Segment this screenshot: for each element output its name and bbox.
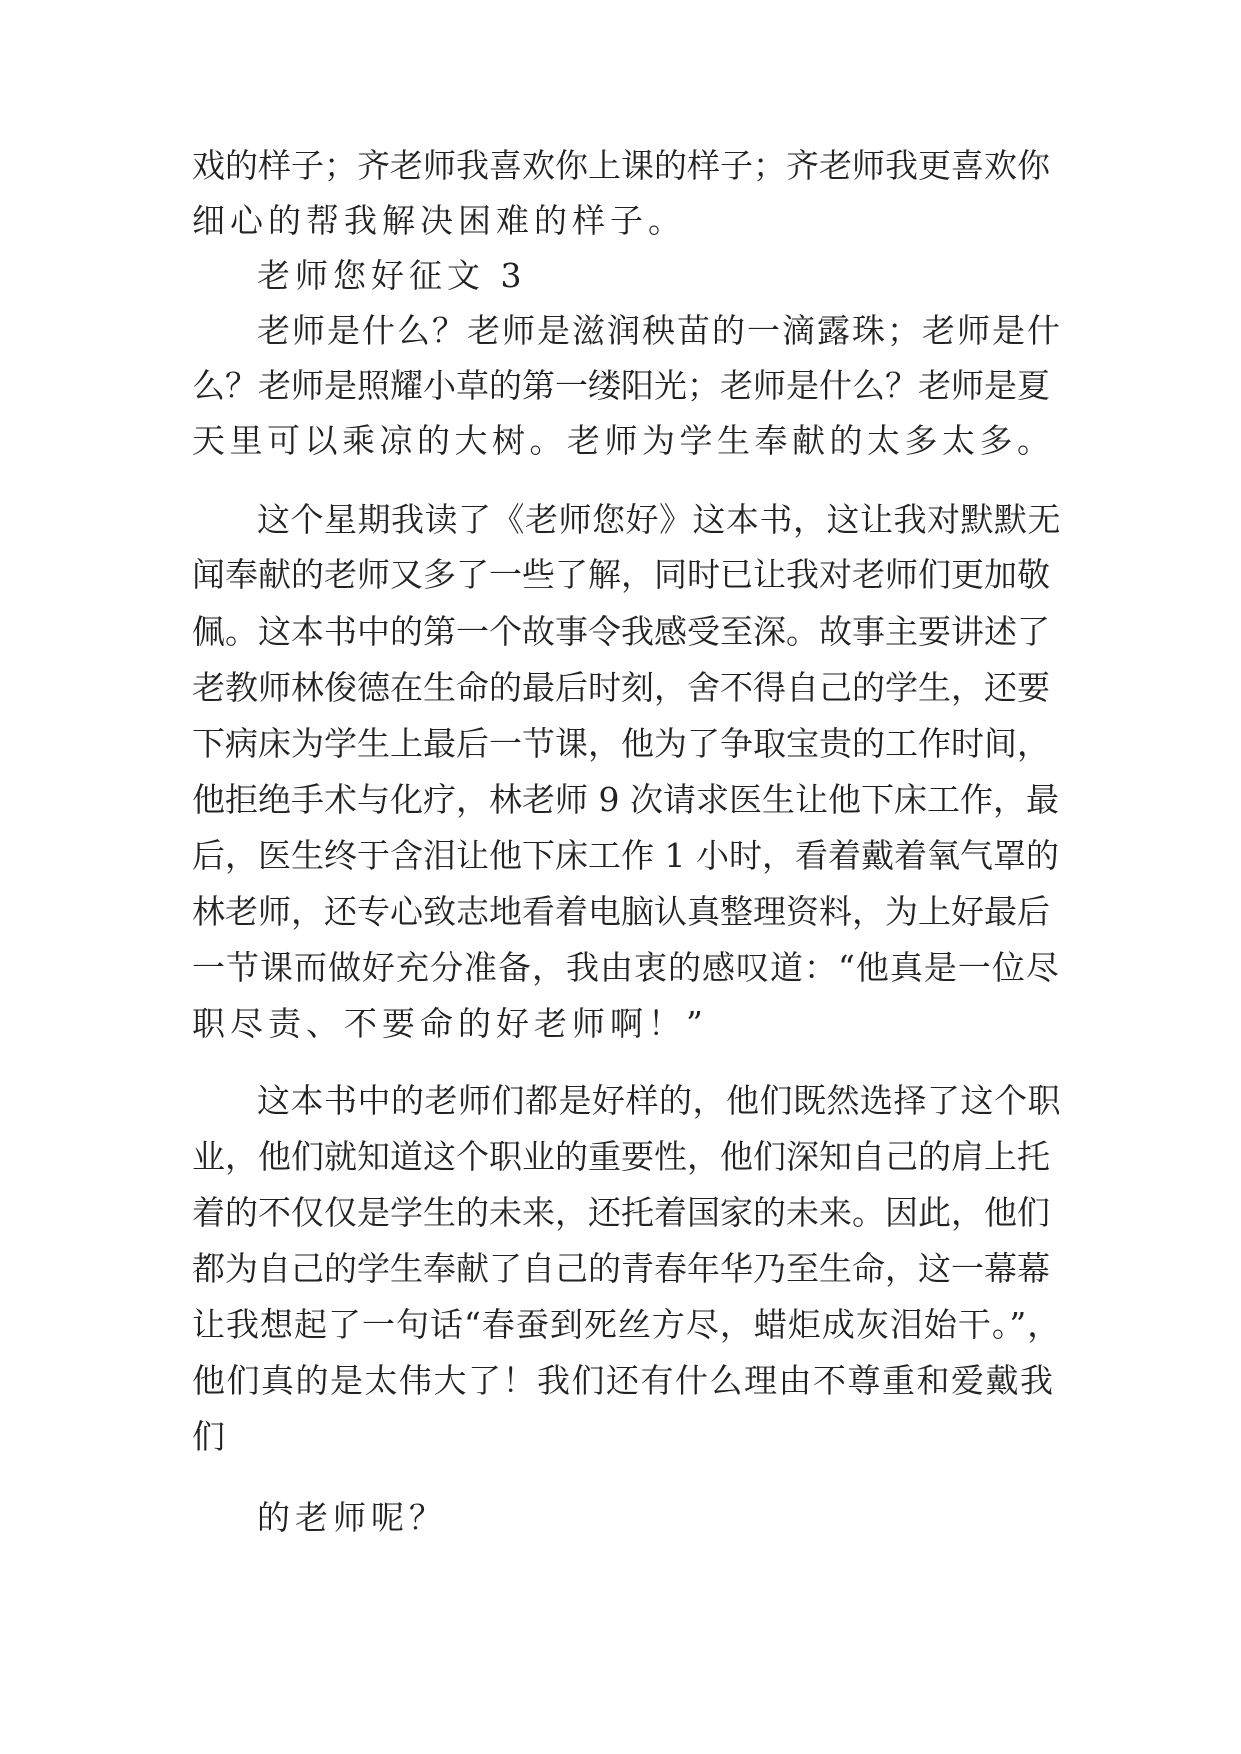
text-line: 佩。这本书中的第一个故事令我感受至深。故事主要讲述了 — [192, 612, 1050, 651]
text-line: 闻奉献的老师又多了一些了解，同时已让我对老师们更加敬 — [192, 555, 1050, 594]
text-line: 下病床为学生上最后一节课，他为了争取宝贵的工作时间， — [192, 724, 1050, 763]
section-heading: 老师您好征文 3 — [257, 256, 527, 295]
text-line: 业，他们就知道这个职业的重要性，他们深知自己的肩上托 — [192, 1137, 1050, 1176]
text-line: 一节课而做好充分准备，我由衷的感叹道：“他真是一位尽 — [192, 948, 1060, 987]
text-line: 让我想起了一句话“春蚕到死丝方尽，蜡炬成灰泪始干。”， — [192, 1305, 1062, 1344]
text-line: 都为自己的学生奉献了自己的青春年华乃至生命，这一幕幕 — [192, 1249, 1050, 1288]
text-line: 戏的样子；齐老师我喜欢你上课的样子；齐老师我更喜欢你 — [192, 146, 1050, 185]
text-line: 细心的帮我解决困难的样子。 — [192, 201, 686, 240]
text-line: 么？老师是照耀小草的第一缕阳光；老师是什么？老师是夏 — [192, 366, 1050, 405]
text-line: 的老师呢？ — [257, 1498, 447, 1537]
text-line: 他拒绝手术与化疗，林老师 9 次请求医生让他下床工作，最 — [192, 780, 1059, 819]
text-line: 这个星期我读了《老师您好》这本书，这让我对默默无 — [257, 500, 1061, 539]
text-line: 老师是什么？老师是滋润秧苗的一滴露珠；老师是什 — [257, 311, 1062, 350]
text-line: 老教师林俊德在生命的最后时刻，舍不得自己的学生，还要 — [192, 668, 1050, 707]
text-line: 林老师，还专心致志地看着电脑认真整理资料，为上好最后 — [192, 892, 1050, 931]
text-line: 这本书中的老师们都是好样的，他们既然选择了这个职 — [257, 1081, 1061, 1120]
text-line: 职尽责、不要命的好老师啊！” — [192, 1004, 708, 1043]
text-line: 着的不仅仅是学生的未来，还托着国家的未来。因此，他们 — [192, 1193, 1050, 1232]
text-line: 们 — [192, 1417, 230, 1456]
text-line: 后，医生终于含泪让他下床工作 1 小时，看着戴着氧气罩的 — [192, 836, 1059, 875]
text-line: 他们真的是太伟大了！我们还有什么理由不尊重和爱戴我 — [192, 1361, 1055, 1400]
text-line: 天里可以乘凉的大树。老师为学生奉献的太多太多。 — [192, 421, 1055, 460]
